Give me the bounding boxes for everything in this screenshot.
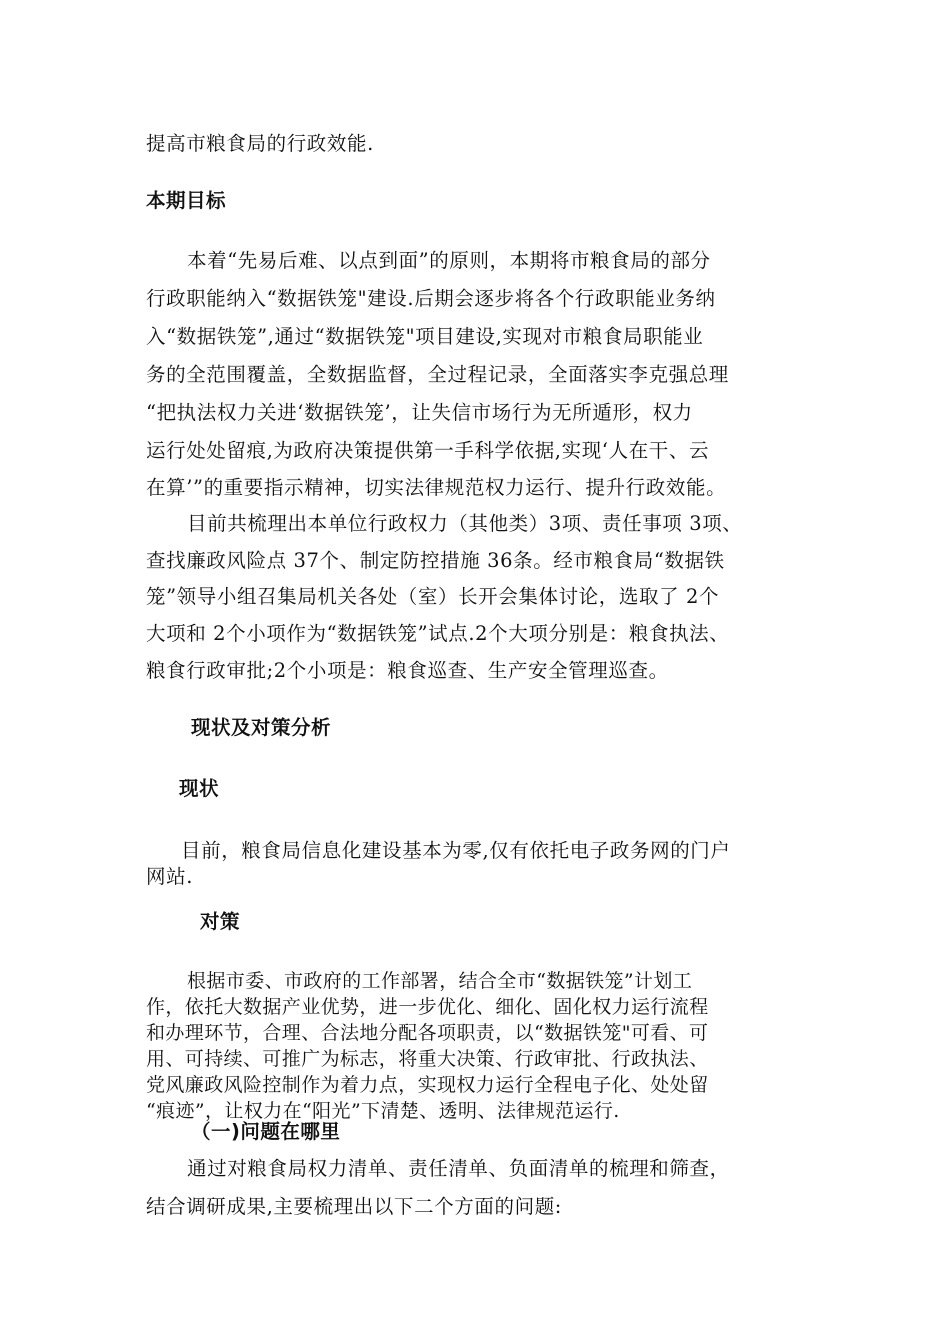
section-heading-analysis: 现状及对策分析: [191, 716, 332, 739]
subheading-status: 现状: [179, 777, 220, 800]
paragraph-line: 笼”领导小组召集局机关各处（室）长开会集体讨论，选取了 2个: [146, 585, 720, 608]
paragraph-line: 党风廉政风险控制作为着力点，实现权力运行全程电子化、处处留: [146, 1074, 709, 1096]
paragraph-line: 结合调研成果,主要梳理出以下二个方面的问题:: [146, 1195, 562, 1218]
paragraph-line: 通过对粮食局权力清单、责任清单、负面清单的梳理和筛查，: [187, 1157, 730, 1180]
paragraph-line: “痕迹”，让权力在“阳光”下清楚、透明、法律规范运行.: [146, 1100, 620, 1122]
paragraph-line: 粮食行政审批;2个小项是：粮食巡查、生产安全管理巡查。: [146, 659, 669, 682]
paragraph-line: 本着“先易后难、以点到面”的原则，本期将市粮食局的部分: [187, 249, 711, 272]
section-heading-problem: （一)问题在哪里: [191, 1120, 341, 1143]
paragraph-line: 运行处处留痕,为政府决策提供第一手科学依据,实现‘人在干、云: [146, 439, 710, 462]
paragraph-line: 大项和 2个小项作为“数据铁笼”试点.2个大项分别是：粮食执法、: [146, 622, 730, 645]
intro-line: 提高市粮食局的行政效能.: [146, 132, 374, 155]
paragraph-line: “把执法权力关进‘数据铁笼’，让失信市场行为无所遁形，权力: [146, 401, 693, 424]
paragraph-line: 入“数据铁笼”,通过“数据铁笼"项目建设,实现对市粮食局职能业: [146, 325, 704, 348]
paragraph-line: 目前，粮食局信息化建设基本为零,仅有依托电子政务网的门户: [181, 839, 731, 862]
paragraph-line: 作，依托大数据产业优势，进一步优化、细化、固化权力运行流程: [146, 996, 709, 1018]
paragraph-line: 根据市委、市政府的工作部署，结合全市“数据铁笼”计划工: [187, 970, 693, 992]
paragraph-line: 行政职能纳入“数据铁笼"建设.后期会逐步将各个行政职能业务纳: [146, 287, 716, 310]
section-heading-goal: 本期目标: [146, 189, 227, 212]
paragraph-line: 网站.: [146, 865, 193, 888]
subheading-measures: 对策: [200, 910, 241, 933]
paragraph-line: 目前共梳理出本单位行政权力（其他类）3项、责任事项 3项、: [187, 512, 743, 535]
paragraph-line: 查找廉政风险点 37个、制定防控措施 36条。经市粮食局“数据铁: [146, 549, 725, 572]
paragraph-line: 用、可持续、可推广为标志，将重大决策、行政审批、行政执法、: [146, 1048, 709, 1070]
paragraph-line: 在算’”的重要指示精神，切实法律规范权力运行、提升行政效能。: [146, 476, 727, 499]
paragraph-line: 和办理环节，合理、合法地分配各项职责，以“数据铁笼"可看、可: [146, 1022, 709, 1044]
paragraph-line: 务的全范围覆盖，全数据监督，全过程记录，全面落实李克强总理: [146, 363, 729, 386]
